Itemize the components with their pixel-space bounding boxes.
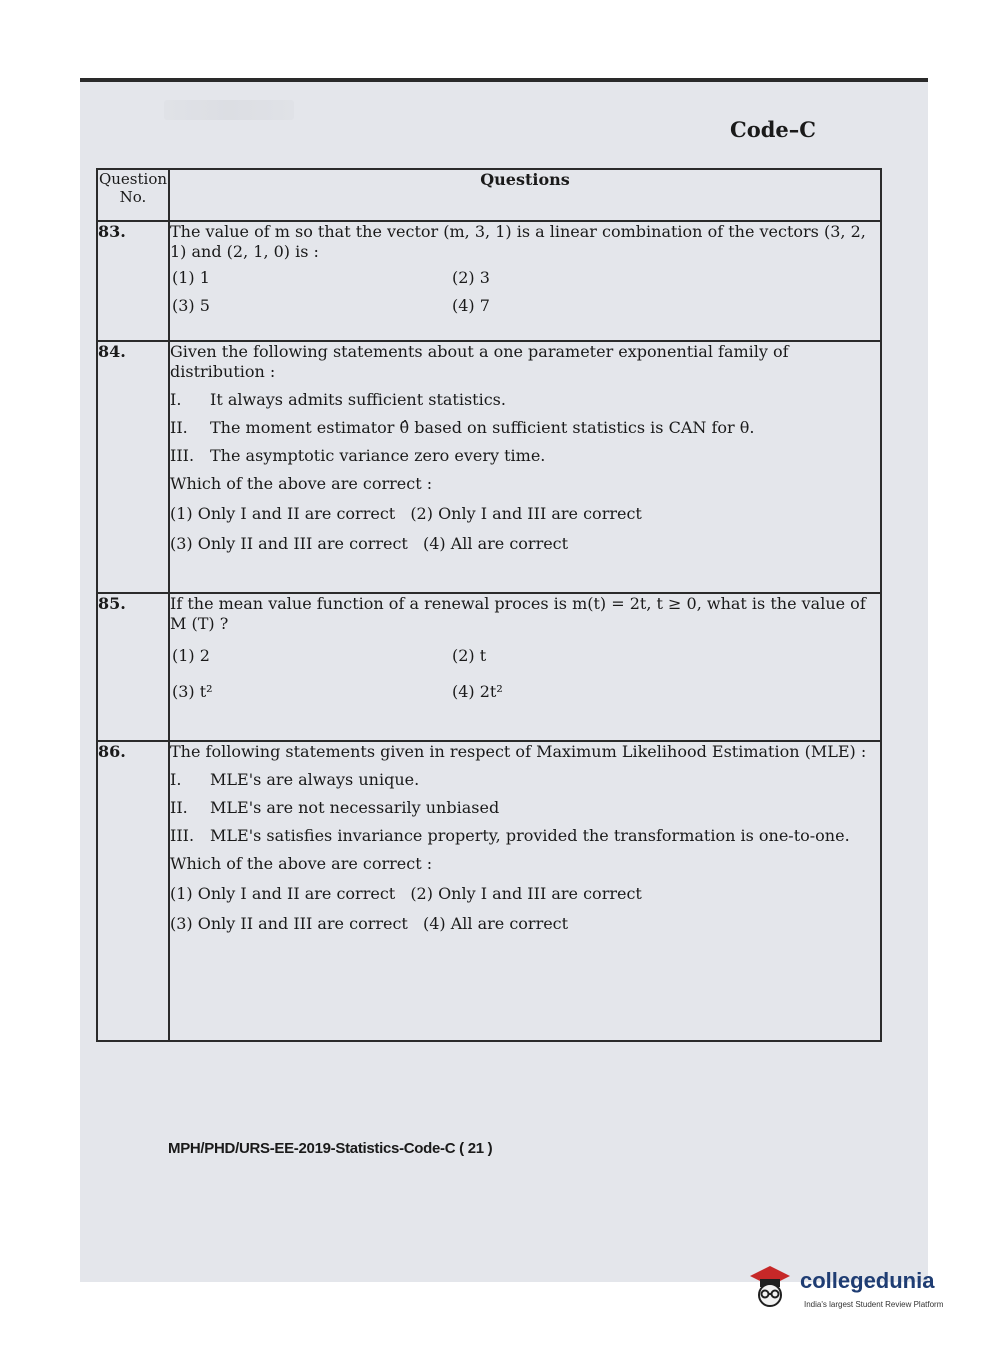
brand-name: collegedunia <box>800 1268 935 1293</box>
options-grid <box>172 646 880 702</box>
question-stem: If the mean value function of a renewal proces is m(t) = 2t, t ≥ 0, what is the value of M (T) ? <box>170 594 866 633</box>
statement <box>170 826 880 846</box>
question-number: 83. <box>97 221 169 341</box>
options-row <box>170 534 880 554</box>
question-body <box>169 741 881 1041</box>
question-no-header <box>97 169 169 221</box>
statement-numeral: III. <box>170 826 195 845</box>
statement <box>170 418 880 438</box>
option: (3) Only II and III are correct <box>170 914 408 933</box>
bleed-through-mark <box>164 100 294 120</box>
option: (1) Only I and II are correct <box>170 884 396 903</box>
which-prompt: Which of the above are correct : <box>170 854 433 873</box>
question-number: 84. <box>97 341 169 593</box>
option: (4) 2t² <box>452 682 503 701</box>
question-body <box>169 341 881 593</box>
statement <box>170 798 880 818</box>
option: (2) Only I and III are correct <box>410 504 642 523</box>
statement-numeral: I. <box>170 390 182 409</box>
question-stem: Given the following statements about a one parameter exponential family of distribution : <box>170 342 789 381</box>
statement-text: MLE's are always unique. <box>210 770 420 789</box>
option: (3) Only II and III are correct <box>170 534 408 553</box>
questions-table <box>96 168 882 1042</box>
table-header-row <box>97 169 881 221</box>
question-stem: The following statements given in respect of Maximum Likelihood Estimation (MLE) : <box>170 742 867 761</box>
statement-numeral: I. <box>170 770 182 789</box>
question-row <box>97 221 881 341</box>
option: (3) t² <box>172 682 213 701</box>
question-row <box>97 593 881 741</box>
header-question: Question <box>98 170 168 188</box>
questions-header: Questions <box>169 169 881 221</box>
statement-numeral: II. <box>170 418 188 437</box>
option: (3) 5 <box>172 296 210 315</box>
option: (1) Only I and II are correct <box>170 504 396 523</box>
option: (1) 1 <box>172 268 210 287</box>
statement <box>170 446 880 466</box>
option: (2) Only I and III are correct <box>410 884 642 903</box>
statement-numeral: II. <box>170 798 188 817</box>
question-body <box>169 593 881 741</box>
options-grid <box>172 268 880 316</box>
question-body <box>169 221 881 341</box>
options-row <box>170 914 880 934</box>
option: (4) All are correct <box>422 914 569 933</box>
question-row <box>97 341 881 593</box>
brand-logo[interactable] <box>746 1258 976 1324</box>
statement-numeral: III. <box>170 446 195 465</box>
option: (2) t <box>452 646 487 665</box>
statement-text: The asymptotic variance zero every time. <box>210 446 546 465</box>
options-row <box>170 884 880 904</box>
question-number: 85. <box>97 593 169 741</box>
options-row <box>170 504 880 524</box>
option: (2) 3 <box>452 268 490 287</box>
graduate-mascot-icon <box>746 1262 794 1310</box>
header-no: No. <box>119 188 147 206</box>
statement <box>170 770 880 790</box>
option: (4) 7 <box>452 296 490 315</box>
statement-text: MLE's satisfies invariance property, provided the transformation is one-to-one. <box>210 826 850 845</box>
statement <box>170 390 880 410</box>
option: (4) All are correct <box>422 534 569 553</box>
which-prompt: Which of the above are correct : <box>170 474 433 493</box>
question-stem: The value of m so that the vector (m, 3, 1) is a linear combination of the vectors (3, 2, 1) and (2, 1, 0) is : <box>170 222 866 261</box>
question-number: 86. <box>97 741 169 1041</box>
brand-tagline: India's largest Student Review Platform <box>804 1300 944 1309</box>
statement-text: The moment estimator θ̂ based on sufficient statistics is CAN for θ. <box>210 418 755 437</box>
statement-text: It always admits sufficient statistics. <box>210 390 506 409</box>
option: (1) 2 <box>172 646 210 665</box>
statement-text: MLE's are not necessarily unbiased <box>210 798 500 817</box>
code-label: Code–C <box>730 117 816 142</box>
page-footer: MPH/PHD/URS-EE-2019-Statistics-Code-C ( 21 ) <box>168 1140 493 1157</box>
question-row <box>97 741 881 1041</box>
